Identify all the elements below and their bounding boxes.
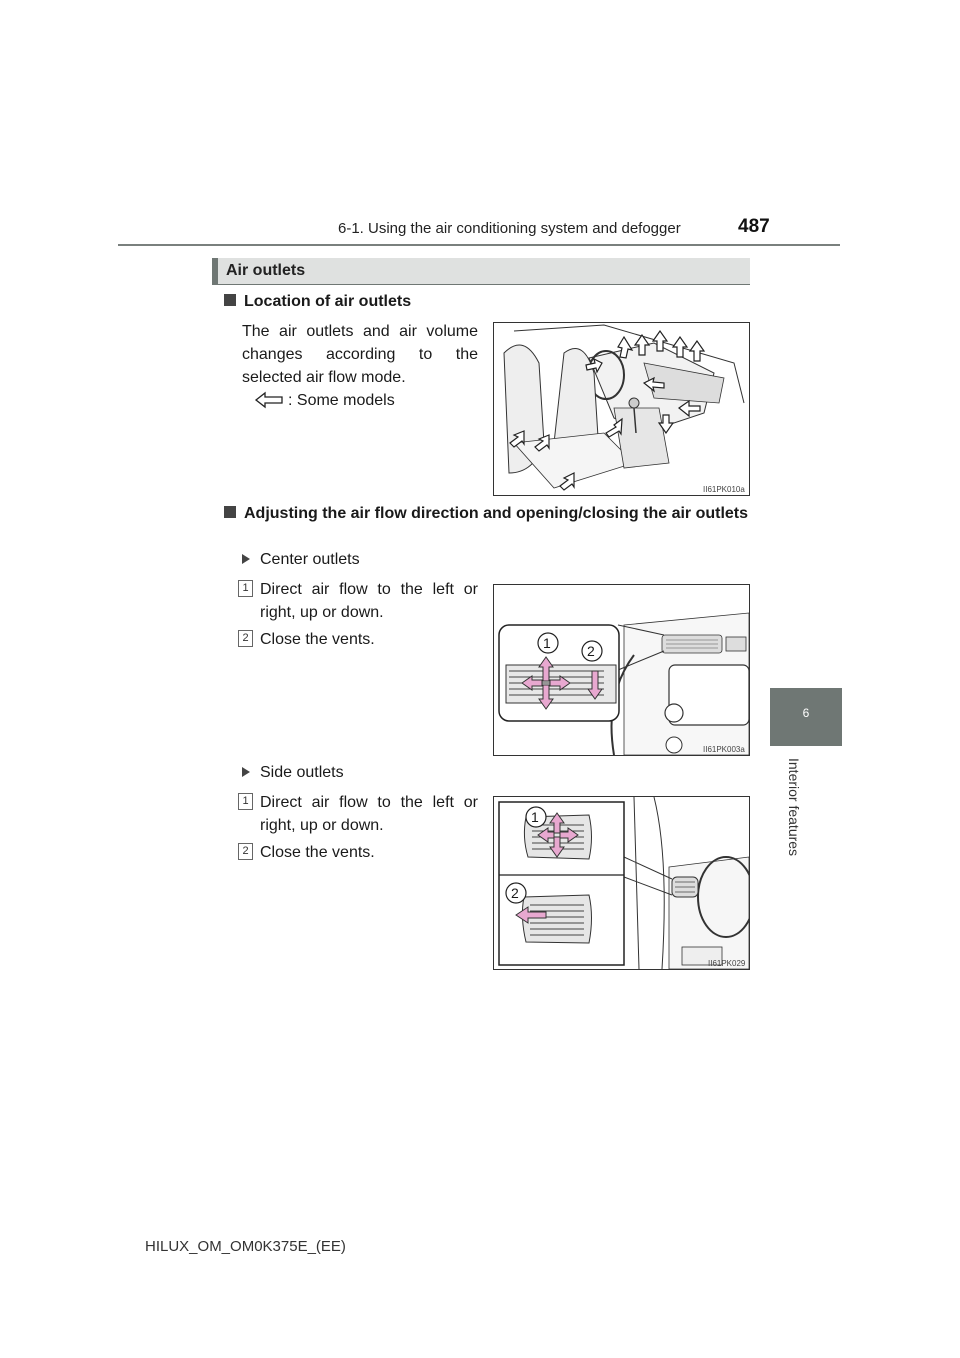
center-step-2-text: Close the vents. [260,631,375,648]
callout-1: 1 [531,809,539,825]
square-bullet-icon [224,506,236,518]
chapter-label: Interior features [786,758,802,857]
step-number-badge: 1 [238,580,253,597]
header-rule [118,244,840,246]
callout-2: 2 [587,643,595,659]
step-number-badge: 2 [238,630,253,647]
center-outlets-label [242,551,360,569]
header-section-title: 6-1. Using the air conditioning system and defogger [338,220,681,237]
callout-2: 2 [511,885,519,901]
section-title-bar [212,258,750,284]
side-outlets-label [242,764,344,782]
chapter-number: 6 [802,706,810,720]
figure-code-center: II61PK003a [703,745,745,754]
outlined-left-arrow-icon [254,390,284,410]
figure-code-cabin: II61PK010a [703,485,745,494]
side-step-1-text: Direct air flow to the left or right, up or down. [260,794,478,834]
figure-center-outlets [493,584,750,756]
adjusting-heading-text: Adjusting the air flow direction and opening/closing the air outlets [244,505,749,522]
adjusting-heading [224,502,750,525]
step-number-badge: 1 [238,793,253,810]
section-underline [212,284,750,285]
step-number-badge: 2 [238,843,253,860]
figure-cabin-air-outlets [493,322,750,496]
square-bullet-icon [224,294,236,306]
page-number: 487 [738,216,770,237]
location-heading-text: Location of air outlets [244,293,412,310]
center-outlets-label-text: Center outlets [260,551,360,568]
callout-1: 1 [543,635,551,651]
legend-text: : Some models [288,392,395,409]
side-step-2-text: Close the vents. [260,844,375,861]
section-title: Air outlets [226,262,306,279]
footer-doc-id: HILUX_OM_OM0K375E_(EE) [145,1238,346,1255]
figure-side-outlets [493,796,750,970]
chapter-tab[interactable] [770,688,842,746]
location-body: The air outlets and air volume changes according to the selected air flow mode. [242,323,478,386]
triangle-bullet-icon [242,767,250,777]
side-outlets-label-text: Side outlets [260,764,344,781]
location-heading [224,290,411,313]
triangle-bullet-icon [242,554,250,564]
figure-code-side: II61PK029 [708,959,746,968]
center-step-1-text: Direct air flow to the left or right, up or down. [260,581,478,621]
